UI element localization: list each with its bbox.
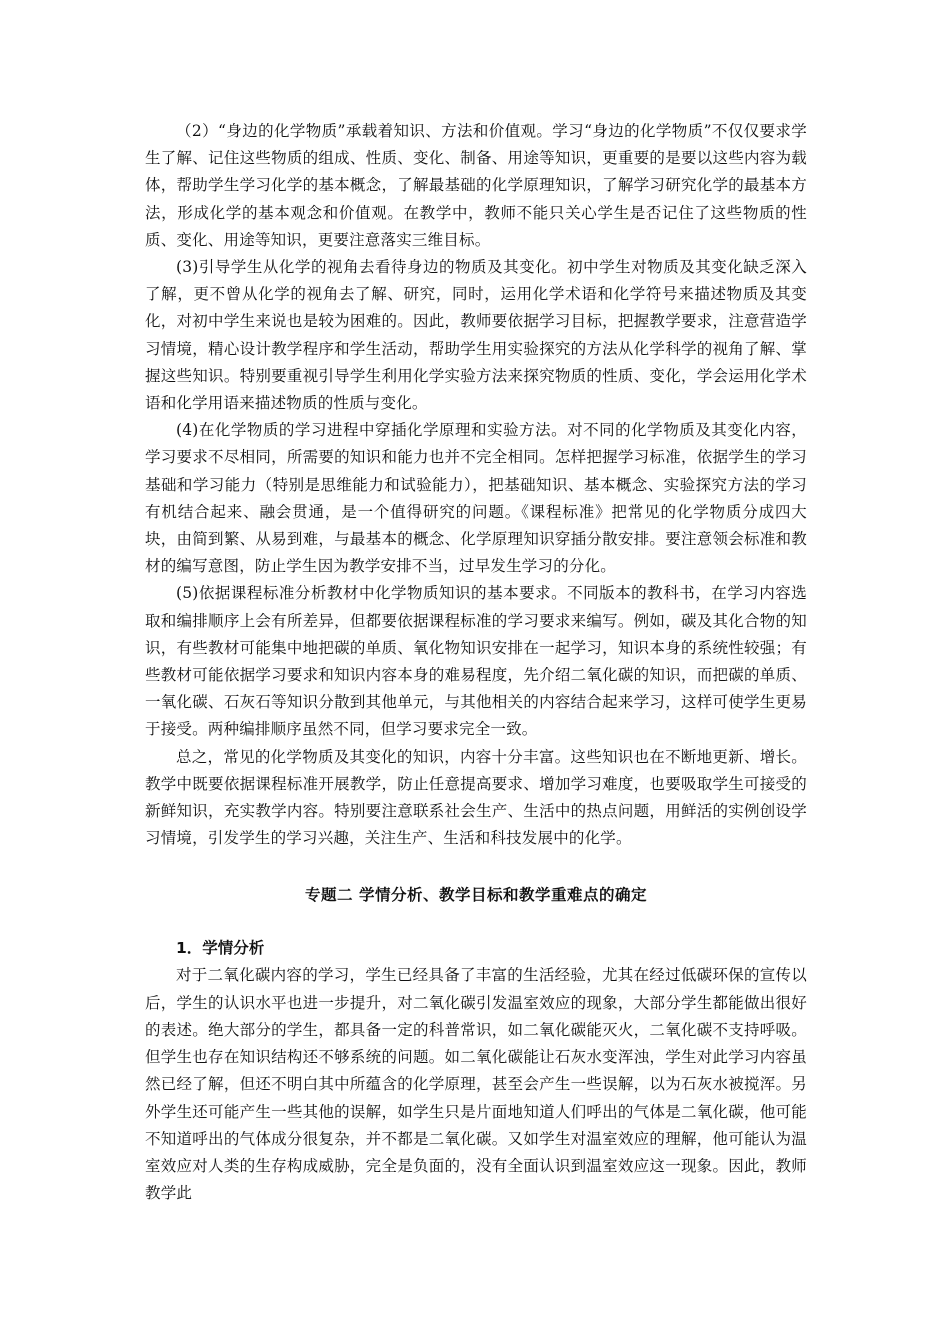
paragraph-5: (5)依据课程标准分析教材中化学物质知识的基本要求。不同版本的教科书，在学习内容选取和编排顺序上会有所差异，但都要依据课程标准的学习要求来编写。例如，碳及其化合物的知识，有些教材可能集中地把碳的单质、氧化物知识安排在一起学习，知识本身的系统性较强；有些教材可能依据学习要求和知识内容本身的难易程度，先介绍二氧化碳的知识，而把碳的单质、一氧化碳、石灰石等知识分散到其他单元，与其他相关的内容结合起来学习，这样可使学生更易于接受。两种编排顺序虽然不同，但学习要求完全一致。 <box>145 584 807 739</box>
document-page <box>145 118 807 1207</box>
section-title: 专题二 学情分析、教学目标和教学重难点的确定 <box>305 886 647 905</box>
paragraph-4: (4)在化学物质的学习进程中穿插化学原理和实验方法。对不同的化学物质及其变化内容，学习要求不尽相同，所需要的知识和能力也并不完全相同。怎样把握学习标准，依据学生的学习基础和学习能力（特别是思维能力和试验能力），把基础知识、基本概念、实验探究方法的学习有机结合起来、融会贯通，是一个值得研究的问题。《课程标准》把常见的化学物质分成四大块，由简到繁、从易到难，与最基本的概念、化学原理知识穿插分散安排。要注意领会标准和教材的编写意图，防止学生因为教学安排不当，过早发生学习的分化。 <box>145 421 807 576</box>
subsection-paragraph: 对于二氧化碳内容的学习，学生已经具备了丰富的生活经验，尤其在经过低碳环保的宣传以后，学生的认识水平也进一步提升，对二氧化碳引发温室效应的现象，大部分学生都能做出很好的表述。绝大部分的学生，都具备一定的科普常识，如二氧化碳能灭火，二氧化碳不支持呼吸。但学生也存在知识结构还不够系统的问题。如二氧化碳能让石灰水变浑浊，学生对此学习内容虽然已经了解，但还不明白其中所蕴含的化学原理，甚至会产生一些误解，以为石灰水被搅浑。另外学生还可能产生一些其他的误解，如学生只是片面地知道人们呼出的气体是二氧化碳，他可能不知道呼出的气体成分很复杂，并不都是二氧化碳。又如学生对温室效应的理解，他可能认为温室效应对人类的生存构成威胁，完全是负面的，没有全面认识到温室效应这一现象。因此，教师教学此 <box>145 966 807 1203</box>
paragraph-2: （2）“身边的化学物质”承载着知识、方法和价值观。学习“身边的化学物质”不仅仅要求学生了解、记住这些物质的组成、性质、变化、制备、用途等知识，更重要的是要以这些内容为载体，帮助学生学习化学的基本概念，了解最基础的化学原理知识，了解学习研究化学的最基本方法，形成化学的基本观念和价值观。在教学中，教师不能只关心学生是否记住了这些物质的性质、变化、用途等知识，更要注意落实三维目标。 <box>145 122 807 249</box>
paragraph-summary: 总之，常见的化学物质及其变化的知识，内容十分丰富。这些知识也在不断地更新、增长。教学中既要依据课程标准开展教学，防止任意提高要求、增加学习难度，也要吸取学生可接受的新鲜知识，充实教学内容。特别要注意联系社会生产、生活中的热点问题，用鲜活的实例创设学习情境，引发学生的学习兴趣，关注生产、生活和科技发展中的化学。 <box>145 747 807 848</box>
paragraph-3: (3)引导学生从化学的视角去看待身边的物质及其变化。初中学生对物质及其变化缺乏深入了解，更不曾从化学的视角去了解、研究，同时，运用化学术语和化学符号来描述物质及其变化，对初中学生来说也是较为困难的。因此，教师要依据学习目标，把握教学要求，注意营造学习情境，精心设计教学程序和学生活动，帮助学生用实验探究的方法从化学科学的视角了解、掌握这些知识。特别要重视引导学生利用化学实验方法来探究物质的性质、变化，学会运用化学术语和化学用语来描述物质的性质与变化。 <box>145 258 807 413</box>
subsection-title: 1．学情分析 <box>176 939 265 958</box>
